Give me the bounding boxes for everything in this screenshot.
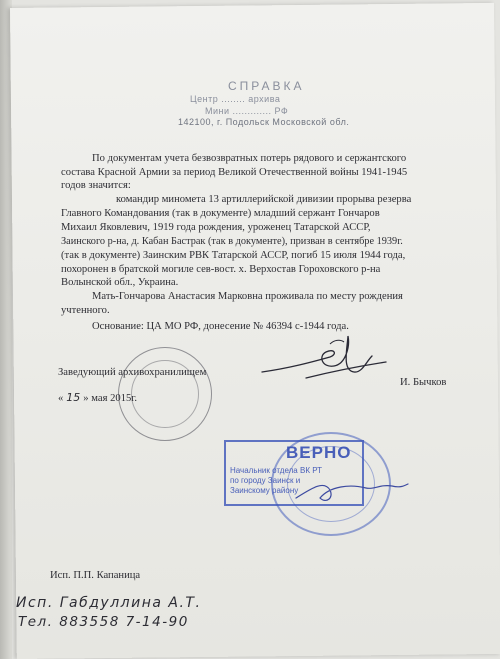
paragraph-2-line-2: Главного Командования (так в документе) младший сержант Гончаров xyxy=(61,208,380,219)
date-day: 15 xyxy=(66,391,81,404)
paragraph-3-line-1: Мать-Гончарова Анастасия Марковна проживала по месту рождения xyxy=(92,291,403,302)
handwritten-executor: Исп. Габдуллина А.Т. xyxy=(16,595,202,611)
paragraph-2-line-6: похоронен в братской могиле сев-вост. х. Верхостав Гороховского р-на xyxy=(61,264,381,275)
verno-stamp-line-3: Заинскому району xyxy=(230,486,299,495)
verno-stamp-line-2: по городу Заинск и xyxy=(230,476,301,485)
paragraph-1-line-2: состава Красной Армии за период Великой Отечественной войны 1941-1945 xyxy=(61,167,408,178)
header-ministry-line: Мини ............. РФ xyxy=(205,106,289,116)
document-title: СПРАВКА xyxy=(228,79,305,93)
executor-line: Исп. П.П. Капаница xyxy=(50,570,141,581)
basis-line: Основание: ЦА МО РФ, донесение № 46394 с-1944 года. xyxy=(92,321,349,332)
paragraph-3-line-2: учтенного. xyxy=(61,305,110,316)
signatory-position: Заведующий архивохранилищем xyxy=(58,367,207,378)
paragraph-1-line-1: По документам учета безвозвратных потерь рядового и сержантского xyxy=(92,153,407,164)
paragraph-2-line-3: Михаил Яковлевич, 1919 года рождения, уроженец Татарской АССР, xyxy=(61,222,371,233)
paragraph-2-line-4: Заинского р-на, д. Кабан Бастрак (так в документе), призван в сентябре 1939г. xyxy=(61,236,403,247)
header-institution-line: Центр ........ архива xyxy=(190,94,281,104)
signatory-name: И. Бычков xyxy=(400,377,447,388)
paragraph-2-line-1: командир миномета 13 артиллерийской дивизии прорыва резерва xyxy=(116,194,412,205)
date-month-year: » мая 2015г. xyxy=(83,393,138,404)
verno-stamp-title: ВЕРНО xyxy=(286,443,352,462)
paragraph-1-line-3: годов значится: xyxy=(61,180,131,191)
date-open-quote: « xyxy=(58,393,64,404)
verno-stamp-line-1: Начальник отдела ВК РТ xyxy=(230,466,323,475)
paragraph-2-line-5: (так в документе) Заинским РВК Татарской АССР, погиб 15 июля 1944 года, xyxy=(61,250,406,261)
header-address-line: 142100, г. Подольск Московской обл. xyxy=(178,117,350,127)
paragraph-2-line-7: Волынской обл., Украина. xyxy=(61,277,179,288)
handwritten-phone: Тел. 883558 7-14-90 xyxy=(18,614,189,630)
